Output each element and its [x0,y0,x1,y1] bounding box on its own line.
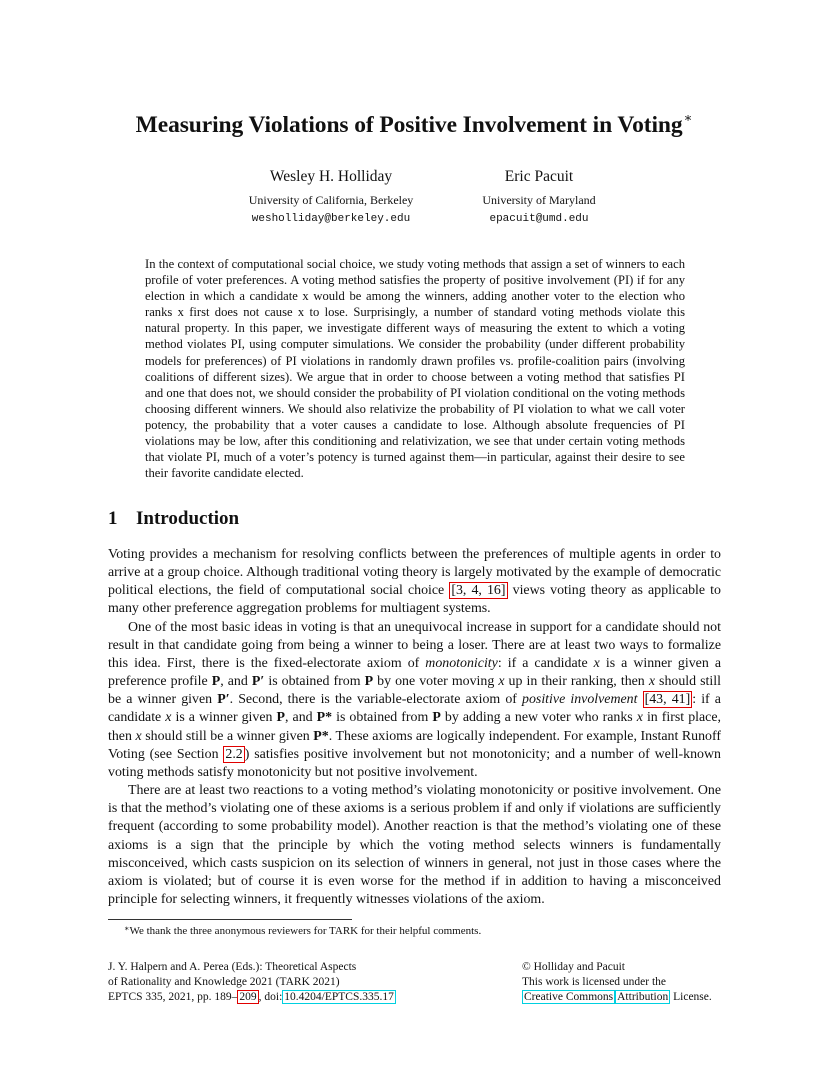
paragraph [108,619,721,782]
text-run [637,692,642,707]
text-run: One of the most basic ideas in voting is that an unequivocal increase in support for a candidate should not result in that candidate going from being a winner to being a loser. There are at least two ways to formalize this idea. First, there is the fixed-electorate axiom of [108,619,721,671]
text-run: , and [285,710,317,726]
emphasis: x [135,728,142,744]
publication-line-2: of Rationality and Knowledge 2021 (TARK 2021) [108,976,340,988]
emphasis: x [593,655,600,671]
abstract-line: the probability of PI violation to what we call voter potency, the probability that a voter causes a [145,401,685,432]
emphasis: x [165,710,172,726]
footnote-mark: ∗ [124,924,130,933]
profile-symbol: P [432,710,441,726]
copyright-line: © Holliday and Pacuit [522,961,625,973]
author-email: wesholliday@berkeley.edu [251,213,411,225]
text-run: views voting theory as applicable to many other preference aggregation problems for multiagent systems. [108,583,721,617]
text-run: : if a candidate [108,692,721,726]
paragraph [108,546,721,619]
footnote-text: We thank the three anonymous reviewers for TARK for their helpful comments. [129,925,482,937]
text-run: ) satisfies positive involvement but not monotonicity; and a number of well-known voting methods satisfy monotonicity but not positive involvement. [108,746,721,780]
text-run: by one voter moving [373,674,499,690]
profile-symbol: P* [313,728,329,744]
attribution-link[interactable]: Attribution [617,991,669,1003]
emphasis: positive involvement [522,692,638,708]
text-run: : if a candidate [497,655,594,671]
abstract-line: each profile of voter preferences. A voting method satisfies the property of positive involvement (PI) [145,257,685,288]
citation-link[interactable]: [3, 4, 16] [451,583,506,599]
footnote-rule [108,919,352,920]
body-text [108,546,721,909]
profile-symbol: P′ [251,674,265,690]
text-run: in first place, then [108,710,721,744]
paper-title: Measuring Violations of Positive Involvement in Voting∗ [135,110,693,138]
citation-link[interactable]: 2.2 [225,746,243,762]
abstract-line: different probability models for preferences) of PI violations in randomly drawn profiles vs. profile- [145,337,685,368]
text-run: should still be a winner given [108,674,721,708]
profile-symbol: P′ [217,692,230,708]
last-page-link[interactable]: 209 [239,991,257,1003]
author-block-1 [236,166,426,228]
footnote [124,925,481,937]
citation-link[interactable]: [43, 41] [644,692,691,708]
profile-symbol: P* [316,710,333,726]
profile-symbol: P [211,674,221,690]
text-run: . These axioms are logically independent. For example, Instant Runoff Voting (see Section [108,728,721,762]
abstract-line: violate this natural property. In this paper, we investigate different ways of measuring the extent to [145,305,685,336]
profile-symbol: P [364,674,374,690]
text-run: is a winner given [171,710,277,726]
abstract [145,256,685,481]
author-affiliation: University of California, Berkeley [248,193,414,207]
paragraph [108,782,721,909]
creative-commons-link[interactable]: Creative Commons [524,991,614,1003]
abstract-line: violation conditional on the voting methods choosing different winners. We should also relativize [145,385,686,416]
abstract-line: which a voting method violates PI, using computer simulations. We consider the probability (under [145,321,685,352]
text-run: , and [220,674,252,690]
emphasis: x [648,674,655,690]
profile-symbol: P [276,710,286,726]
text-run: is obtained from [332,710,433,726]
publication-info [108,960,428,1005]
emphasis: x [498,674,505,690]
publication-line-3: EPTCS 335, 2021, pp. 189– 209 , doi: 10.4204/EPTCS.335.17 [108,991,394,1003]
text-run: Voting provides a mechanism for resolving conflicts between the preferences of multiple agents in order to arrive at a group choice. Although traditional voting theory is largely motivated by the example of democratic political elections, the field of computational social choice [108,547,721,599]
title-footnote-mark: ∗ [683,110,693,125]
author-name: Eric Pacuit [504,168,574,185]
text-run: up in their ranking, then [504,674,649,690]
section-heading [108,508,239,530]
text-run: should still be a winner given [141,728,314,744]
section-number: 1 [108,508,118,529]
abstract-line: and relativization, we see that under certain voting methods that violate PI, much of a voter’s potency [145,434,685,465]
author-name: Wesley H. Holliday [269,168,393,185]
section-title: Introduction [136,508,240,529]
text-run: by adding a new voter who ranks [440,710,637,726]
emphasis: x [636,710,643,726]
author-block-2 [458,166,620,228]
text-run: There are at least two reactions to a voting method’s violating monotonicity or positive involvement. One is that the method’s violating one of these axioms is a serious problem if and only if violations are sufficiently frequent (according to some probability model). Another reaction is that the method’s violating one of these axioms is a sign that the principle by which the voting method selects winners is fundamentally misconceived, which casts suspicion on its selection of winners in general, not just in those cases where the axiom is violated; but of course it is even worse for the method if in addition to having a misconceived principle for selecting winners, it frequently witnesses violations of the axiom. [108,783,721,907]
publication-line-1: J. Y. Halpern and A. Perea (Eds.): Theoretical Aspects [108,961,357,973]
doi-link[interactable]: 10.4204/EPTCS.335.17 [284,991,394,1003]
abstract-line: election who ranks x first does not cause x to lose. Surprisingly, a number of standard voting methods [145,289,685,320]
abstract-line: if for any election in which a candidate x would be among the winners, adding another voter to the [145,273,685,304]
license-link-line: Creative Commons Attribution License. [524,991,712,1003]
author-email: epacuit@umd.edu [489,213,589,225]
text-run: . Second, there is the variable-electorate axiom of [229,692,523,708]
abstract-line: In the context of computational social choice, we study voting methods that assign a set of winners to [145,257,659,271]
abstract-line: candidate to lose. Although absolute frequencies of PI violations may be low, after this conditioning [145,417,685,449]
text-run: is obtained from [264,674,365,690]
author-affiliation: University of Maryland [482,193,596,207]
abstract-line: coalition pairs (involving coalitions of different sizes). We argue that in order to choose between [145,353,685,384]
abstract-line: a voting method that satisfies PI and one that does not, we should consider the probability of PI [145,369,686,400]
license-info [522,960,732,1005]
license-line: This work is licensed under the [522,976,667,988]
emphasis: monotonicity [425,655,498,671]
abstract-line: is turned against them—in particular, against their desire to see their favorite candidate elected. [145,450,685,481]
text-run: is a winner given a preference profile [108,655,721,690]
